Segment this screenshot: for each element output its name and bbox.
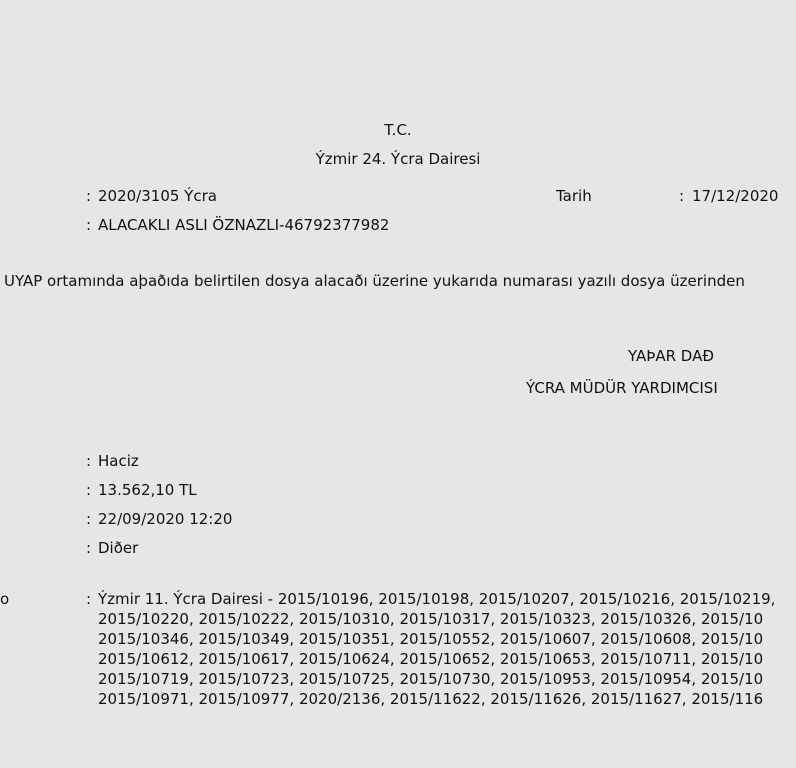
detail-colon: : <box>86 481 92 499</box>
date-label: Tarih <box>556 187 592 205</box>
related-line: Ýzmir 11. Ýcra Dairesi - 2015/10196, 2015/10198, 2015/10207, 2015/10216, 2015/10219, <box>98 590 776 608</box>
detail-colon: : <box>86 452 92 470</box>
detail-type: Haciz <box>98 452 139 470</box>
related-label-fragment: o <box>0 590 10 608</box>
signer-title: ÝCRA MÜDÜR YARDIMCISI <box>526 379 718 397</box>
signer-name: YAÞAR DAÐ <box>628 347 714 365</box>
related-colon: : <box>86 590 92 608</box>
related-line: 2015/10971, 2015/10977, 2020/2136, 2015/11622, 2015/11626, 2015/11627, 2015/116 <box>98 690 764 708</box>
related-line: 2015/10612, 2015/10617, 2015/10624, 2015/10652, 2015/10653, 2015/10711, 2015/10 <box>98 650 764 668</box>
creditor-value: ALACAKLI ASLI ÖZNAZLI-46792377982 <box>98 216 390 234</box>
detail-amount: 13.562,10 TL <box>98 481 197 499</box>
body-text: UYAP ortamında aþaðıda belirtilen dosya alacaðı üzerine yukarıda numarası yazılı dosya üzerinden <box>4 272 745 290</box>
detail-colon: : <box>86 539 92 557</box>
related-line: 2015/10220, 2015/10222, 2015/10310, 2015/10317, 2015/10323, 2015/10326, 2015/10 <box>98 610 764 628</box>
date-value: 17/12/2020 <box>692 187 779 205</box>
office-name: Ýzmir 24. Ýcra Dairesi <box>315 150 481 168</box>
detail-colon: : <box>86 510 92 528</box>
detail-other: Diðer <box>98 539 139 557</box>
file-number: 2020/3105 Ýcra <box>98 187 217 205</box>
detail-datetime: 22/09/2020 12:20 <box>98 510 233 528</box>
related-line: 2015/10719, 2015/10723, 2015/10725, 2015/10730, 2015/10953, 2015/10954, 2015/10 <box>98 670 764 688</box>
file-no-colon: : <box>86 187 92 205</box>
date-colon: : <box>679 187 685 205</box>
creditor-colon: : <box>86 216 92 234</box>
header-tc: T.C. <box>384 121 412 139</box>
related-line: 2015/10346, 2015/10349, 2015/10351, 2015/10552, 2015/10607, 2015/10608, 2015/10 <box>98 630 764 648</box>
